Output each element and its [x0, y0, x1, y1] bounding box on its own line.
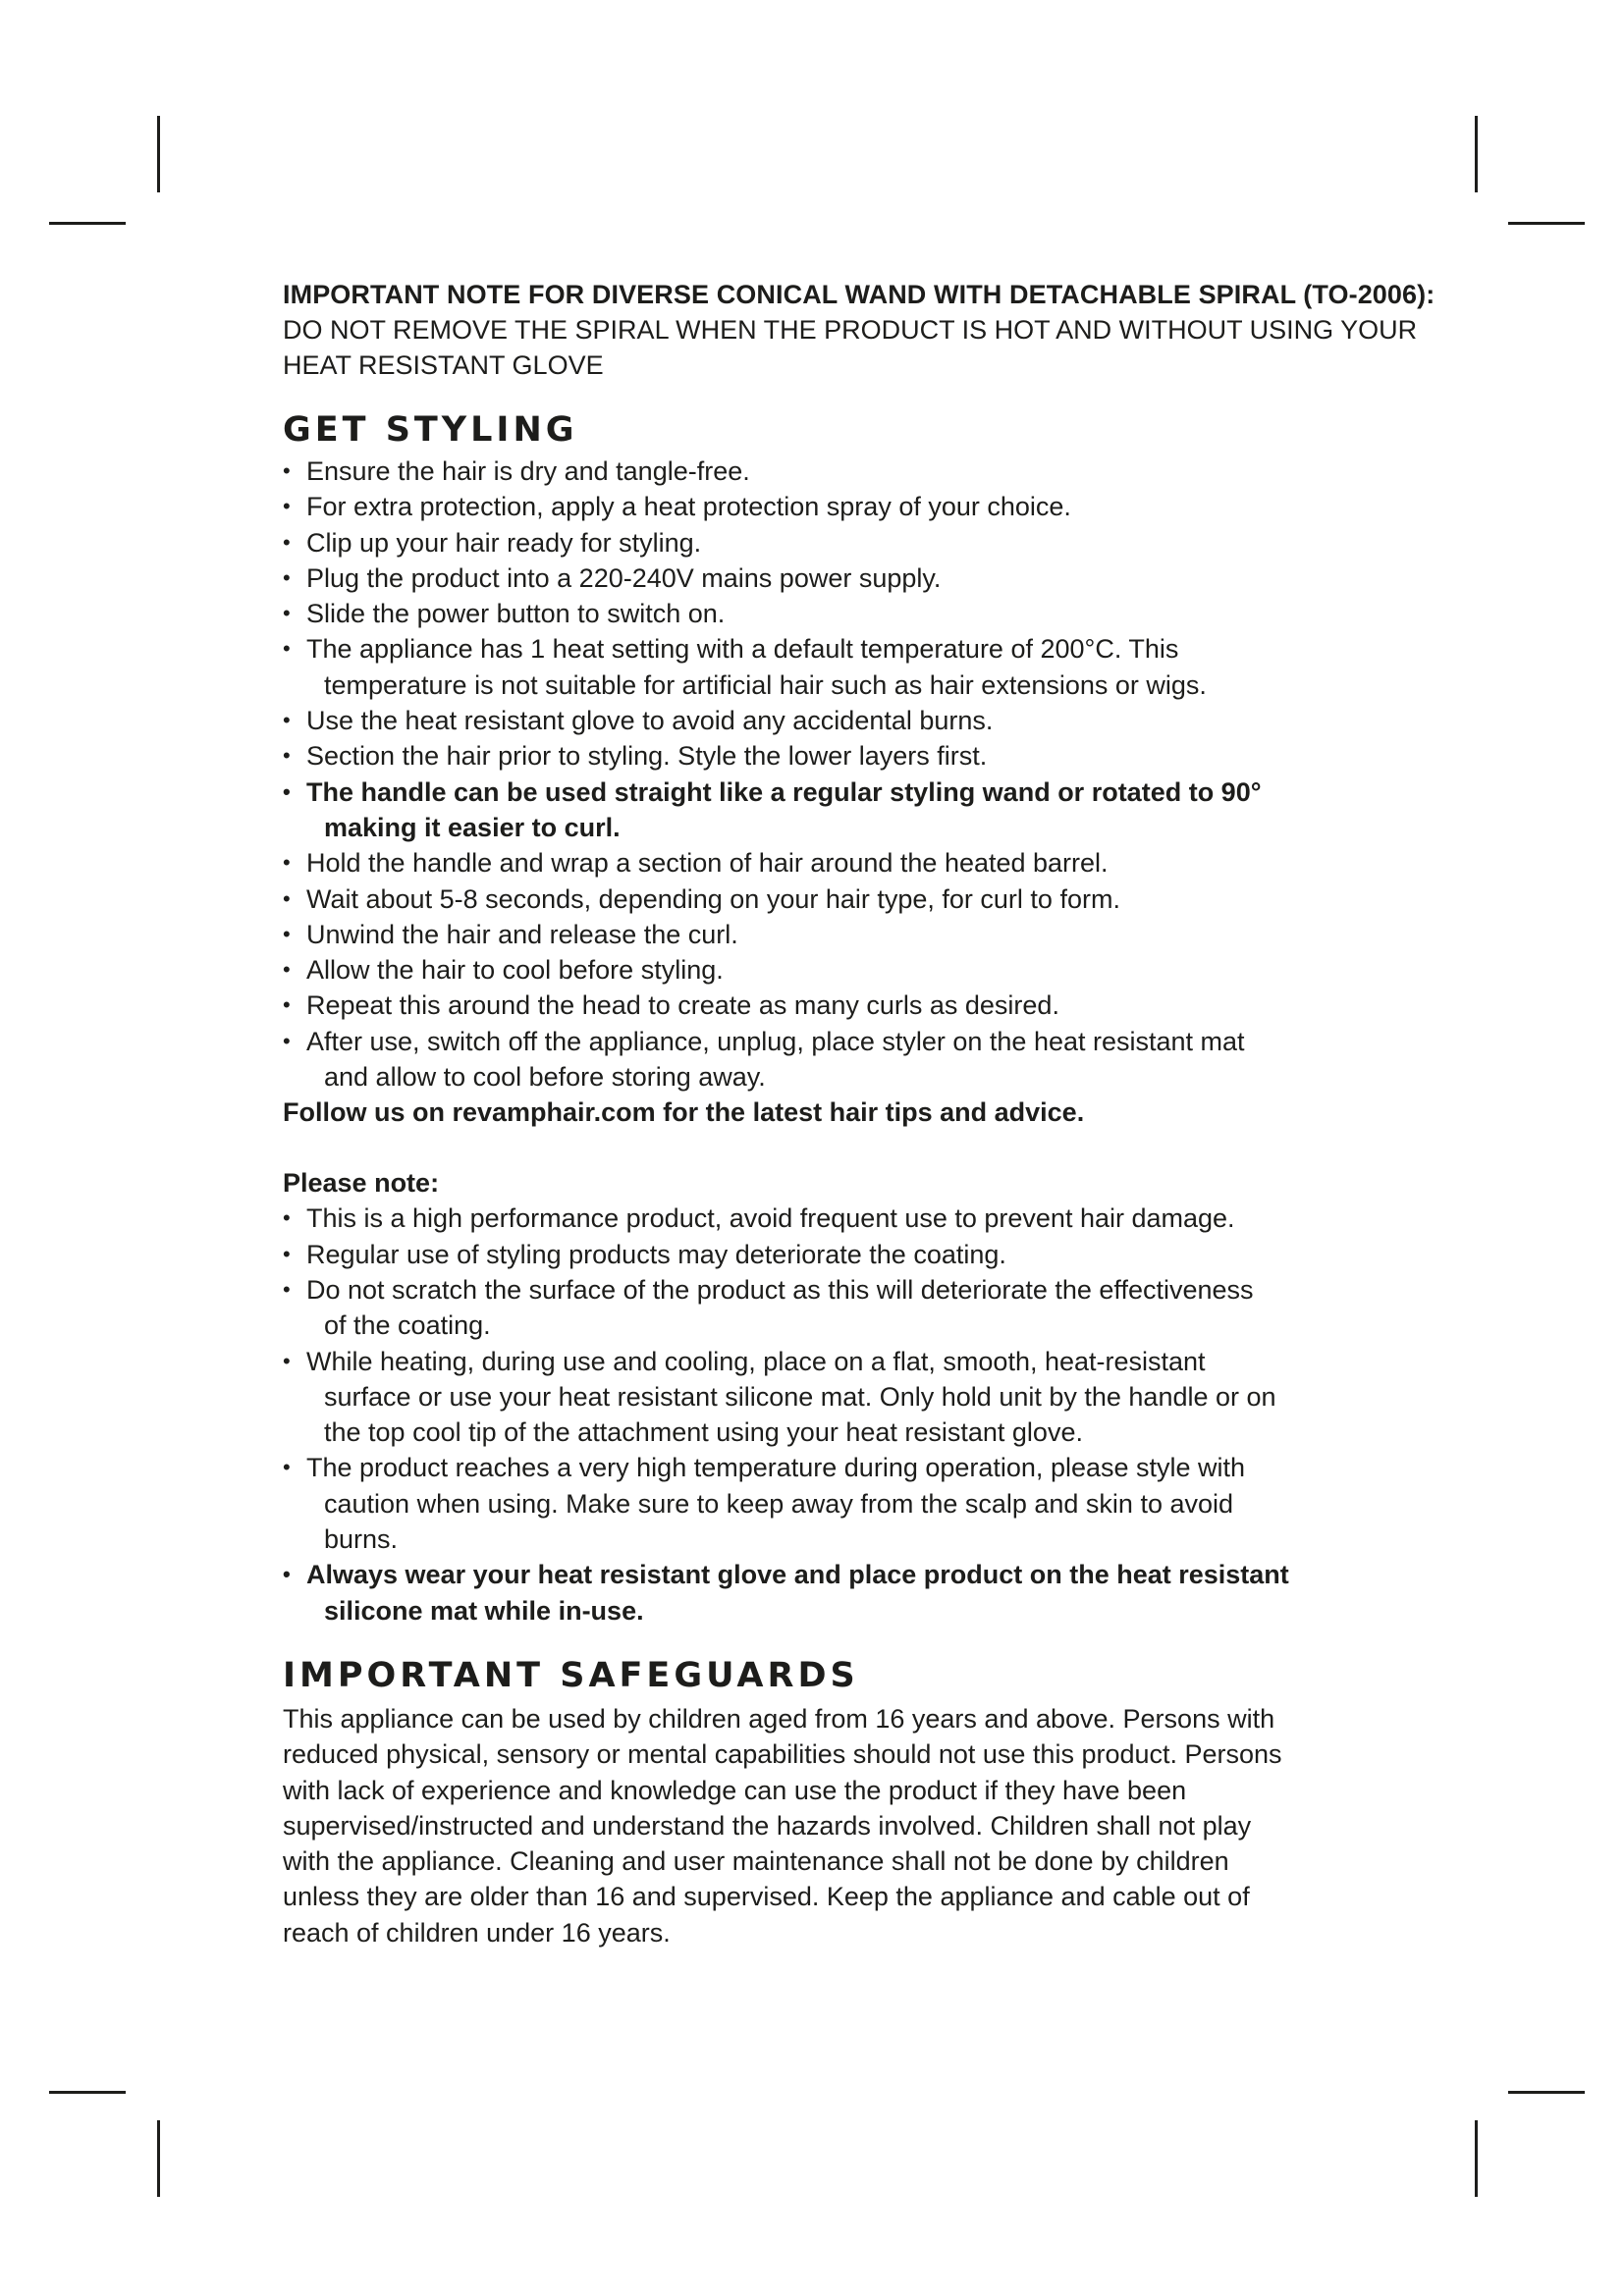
follow-us-text: Follow us on revamphair.com for the latest hair tips and advice.	[283, 1097, 1085, 1128]
list-item	[283, 561, 1353, 596]
list-item	[283, 1450, 1353, 1557]
please-note-list	[283, 1201, 1353, 1629]
list-item	[283, 489, 1353, 524]
list-item	[283, 631, 1353, 703]
please-note-section	[283, 1165, 1353, 1629]
crop-mark-top-right-horizontal	[1508, 222, 1585, 225]
important-safeguards-text	[283, 1701, 1353, 1950]
get-styling-section	[283, 408, 1353, 1130]
list-item-line: • Ensure the hair is dry and tangle-free.	[306, 456, 750, 486]
list-item	[283, 1344, 1353, 1451]
list-item	[283, 703, 1353, 738]
important-note-line: HEAT RESISTANT GLOVE	[283, 350, 604, 380]
list-item-line: • Repeat this around the head to create as many curls as desired.	[306, 990, 1059, 1021]
important-note-body	[283, 312, 1418, 383]
list-item	[283, 917, 1353, 952]
safeguards-line: with lack of experience and knowledge can use the product if they have been	[283, 1775, 1187, 1805]
list-item-line: • The appliance has 1 heat setting with a default temperature of 200°C. This	[306, 634, 1179, 665]
crop-mark-bottom-right-horizontal	[1508, 2091, 1585, 2094]
list-item	[283, 1272, 1353, 1344]
list-item-line: • Do not scratch the surface of the product as this will deteriorate the effectiveness	[306, 1274, 1254, 1305]
important-safeguards-heading: IMPORTANT SAFEGUARDS	[283, 1655, 859, 1695]
important-note-line: DO NOT REMOVE THE SPIRAL WHEN THE PRODUCT IS HOT AND WITHOUT USING YOUR	[283, 315, 1418, 345]
crop-mark-bottom-left-vertical	[157, 2120, 160, 2197]
list-item-line: • Slide the power button to switch on.	[306, 599, 726, 629]
list-item-line: making it easier to curl.	[324, 812, 621, 842]
safeguards-line: supervised/instructed and understand the hazards involved. Children shall not play	[283, 1810, 1252, 1841]
list-item	[283, 952, 1353, 988]
list-item-line: • Hold the handle and wrap a section of hair around the heated barrel.	[306, 848, 1109, 879]
list-item-line: • The product reaches a very high temperature during operation, please style with	[306, 1453, 1246, 1483]
list-item-line: surface or use your heat resistant silicone mat. Only hold unit by the handle or on	[324, 1381, 1276, 1412]
list-item	[283, 525, 1353, 561]
list-item-line: • Plug the product into a 220-240V mains power supply.	[306, 562, 942, 593]
list-item	[283, 1024, 1353, 1095]
list-item-line: silicone mat while in-use.	[324, 1595, 644, 1626]
list-item	[283, 1557, 1353, 1629]
list-item-line: • After use, switch off the appliance, unplug, place styler on the heat resistant mat	[306, 1026, 1245, 1056]
crop-mark-top-right-vertical	[1475, 116, 1478, 192]
list-item-line: • Use the heat resistant glove to avoid any accidental burns.	[306, 706, 994, 736]
important-safeguards-section	[283, 1654, 1353, 1950]
list-item	[283, 1201, 1353, 1236]
please-note-heading: Please note:	[283, 1168, 440, 1199]
list-item	[283, 454, 1353, 489]
page-content	[283, 277, 1435, 1950]
list-item	[283, 988, 1353, 1023]
list-item-line: • Wait about 5-8 seconds, depending on your hair type, for curl to form.	[306, 883, 1120, 914]
important-note-section	[283, 277, 1435, 383]
list-item-line: • The handle can be used straight like a regular styling wand or rotated to 90°	[306, 776, 1262, 807]
list-item-line: of the coating.	[324, 1310, 491, 1341]
crop-mark-bottom-right-vertical	[1475, 2120, 1478, 2197]
list-item	[283, 738, 1353, 774]
list-item-line: • Regular use of styling products may deteriorate the coating.	[306, 1239, 1006, 1269]
list-item-line: • Clip up your hair ready for styling.	[306, 527, 702, 558]
safeguards-line: This appliance can be used by children aged from 16 years and above. Persons with	[283, 1703, 1275, 1734]
list-item-line: • While heating, during use and cooling, place on a flat, smooth, heat-resistant	[306, 1346, 1206, 1376]
important-note-title: IMPORTANT NOTE FOR DIVERSE CONICAL WAND WITH DETACHABLE SPIRAL (TO-2006):	[283, 280, 1435, 309]
list-item	[283, 596, 1353, 631]
list-item-line: • Section the hair prior to styling. Style the lower layers first.	[306, 741, 988, 772]
list-item-line: burns.	[324, 1524, 399, 1555]
safeguards-line: with the appliance. Cleaning and user maintenance shall not be done by children	[283, 1846, 1229, 1877]
safeguards-line: reduced physical, sensory or mental capabilities should not use this product. Persons	[283, 1739, 1282, 1770]
crop-mark-top-left-vertical	[157, 116, 160, 192]
safeguards-line: reach of children under 16 years.	[283, 1917, 671, 1948]
crop-mark-bottom-left-horizontal	[49, 2091, 126, 2094]
list-item-line: • For extra protection, apply a heat protection spray of your choice.	[306, 492, 1071, 522]
crop-mark-top-left-horizontal	[49, 222, 126, 225]
get-styling-list	[283, 454, 1353, 1095]
list-item-line: • Allow the hair to cool before styling.	[306, 955, 724, 986]
safeguards-line: unless they are older than 16 and supervised. Keep the appliance and cable out of	[283, 1882, 1250, 1912]
list-item-line: • This is a high performance product, avoid frequent use to prevent hair damage.	[306, 1203, 1235, 1234]
list-item	[283, 881, 1353, 917]
list-item-line: • Always wear your heat resistant glove and place product on the heat resistant	[306, 1560, 1289, 1590]
get-styling-heading: GET STYLING	[283, 410, 578, 450]
list-item	[283, 845, 1353, 881]
list-item-line: caution when using. Make sure to keep away from the scalp and skin to avoid	[324, 1488, 1234, 1519]
list-item-line: and allow to cool before storing away.	[324, 1062, 766, 1093]
list-item-line: temperature is not suitable for artificial hair such as hair extensions or wigs.	[324, 669, 1207, 700]
list-item-line: the top cool tip of the attachment using your heat resistant glove.	[324, 1417, 1083, 1448]
list-item	[283, 774, 1353, 846]
list-item-line: • Unwind the hair and release the curl.	[306, 919, 738, 949]
list-item	[283, 1237, 1353, 1272]
